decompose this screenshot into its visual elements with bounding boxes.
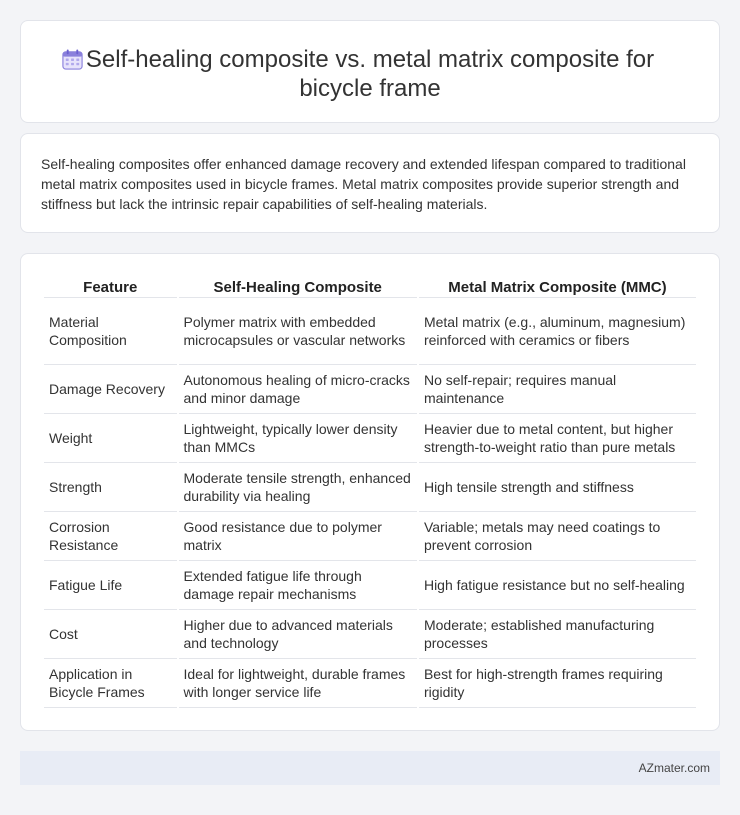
- cell-feature: Fatigue Life: [44, 561, 177, 610]
- header-self-healing: Self-Healing Composite: [179, 276, 417, 298]
- cell-self-healing: Lightweight, typically lower density than MMCs: [179, 414, 417, 463]
- table-row: [44, 365, 696, 414]
- cell-self-healing: Ideal for lightweight, durable frames with longer service life: [179, 659, 417, 708]
- comparison-card: [20, 253, 720, 731]
- footer: [20, 751, 720, 785]
- table-row: [44, 512, 696, 561]
- cell-mmc: Metal matrix (e.g., aluminum, magnesium) reinforced with ceramics or fibers: [419, 298, 696, 365]
- header-feature: Feature: [44, 276, 177, 298]
- summary-card: [20, 133, 720, 233]
- table-row: [44, 298, 696, 365]
- page-title: Self-healing composite vs. metal matrix composite for bicycle frame: [85, 46, 655, 102]
- cell-mmc: High tensile strength and stiffness: [419, 463, 696, 512]
- cell-self-healing: Extended fatigue life through damage repair mechanisms: [179, 561, 417, 610]
- table-row: [44, 463, 696, 512]
- cell-feature: Material Composition: [44, 298, 177, 365]
- table-row: [44, 610, 696, 659]
- header-mmc: Metal Matrix Composite (MMC): [419, 276, 696, 298]
- cell-mmc: Variable; metals may need coatings to prevent corrosion: [419, 512, 696, 561]
- cell-self-healing: Higher due to advanced materials and technology: [179, 610, 417, 659]
- footer-site-link[interactable]: AZmater.com: [638, 761, 710, 775]
- cell-feature: Application in Bicycle Frames: [44, 659, 177, 708]
- cell-self-healing: Polymer matrix with embedded microcapsules or vascular networks: [179, 298, 417, 365]
- table-header-row: [44, 276, 696, 298]
- summary-text: Self-healing composites offer enhanced damage recovery and extended lifespan compared to traditional metal matrix composites used in bicycle frames. Metal matrix composites provide superior strength and stiffness but lack the intrinsic repair capabilities of self-healing materials.: [41, 156, 686, 212]
- cell-mmc: Heavier due to metal content, but higher strength-to-weight ratio than pure metals: [419, 414, 696, 463]
- cell-feature: Cost: [44, 610, 177, 659]
- title-card: [20, 20, 720, 123]
- cell-mmc: High fatigue resistance but no self-healing: [419, 561, 696, 610]
- comparison-table: [42, 276, 698, 708]
- table-row: [44, 659, 696, 708]
- table-row: [44, 561, 696, 610]
- cell-feature: Damage Recovery: [44, 365, 177, 414]
- cell-self-healing: Autonomous healing of micro-cracks and minor damage: [179, 365, 417, 414]
- cell-mmc: Moderate; established manufacturing processes: [419, 610, 696, 659]
- cell-feature: Weight: [44, 414, 177, 463]
- cell-feature: Strength: [44, 463, 177, 512]
- cell-self-healing: Good resistance due to polymer matrix: [179, 512, 417, 561]
- cell-self-healing: Moderate tensile strength, enhanced durability via healing: [179, 463, 417, 512]
- cell-mmc: Best for high-strength frames requiring rigidity: [419, 659, 696, 708]
- cell-mmc: No self-repair; requires manual maintenance: [419, 365, 696, 414]
- table-row: [44, 414, 696, 463]
- cell-feature: Corrosion Resistance: [44, 512, 177, 561]
